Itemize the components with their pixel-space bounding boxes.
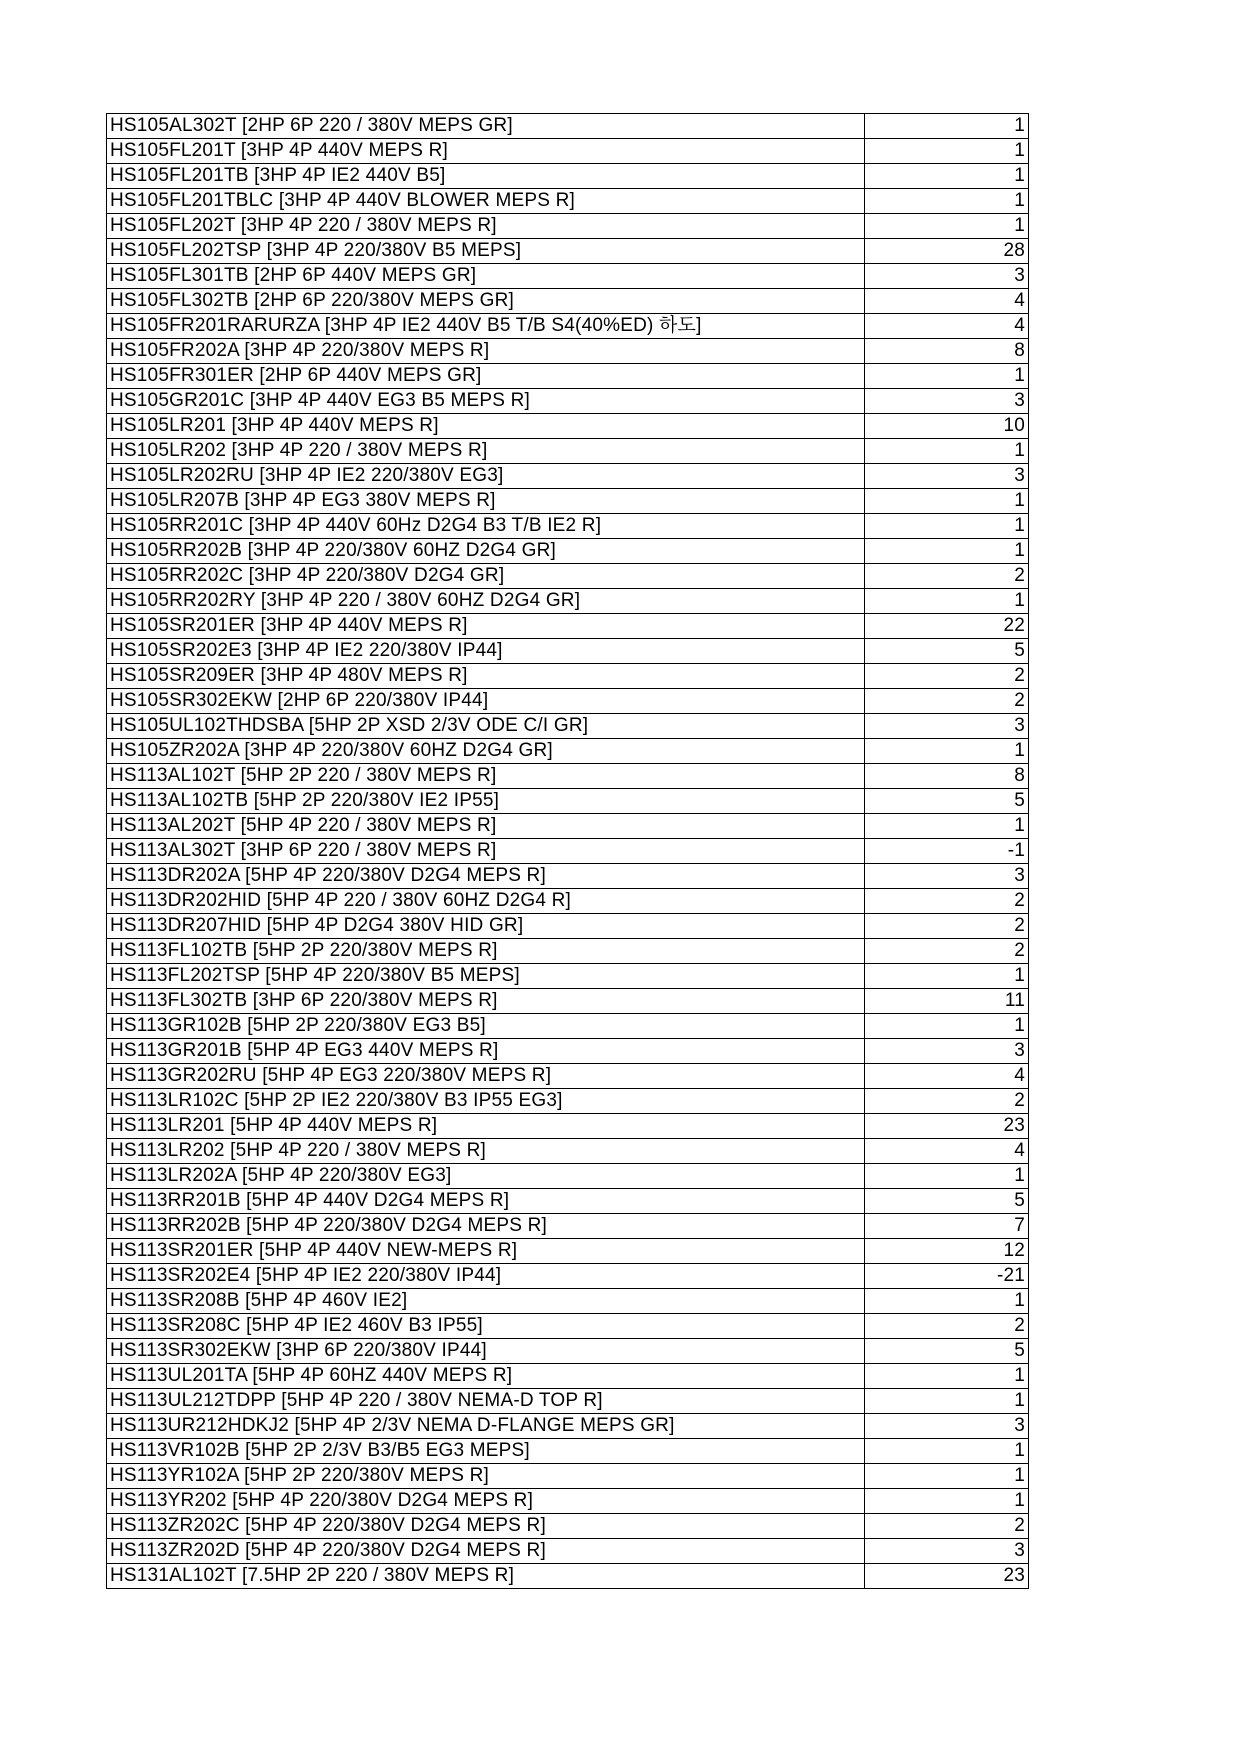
quantity-cell: 1 [865,1489,1029,1514]
table-row [107,1064,1029,1089]
table-row [107,1364,1029,1389]
item-description-cell: HS105RR202C [3HP 4P 220/380V D2G4 GR] [107,564,865,589]
table-row [107,164,1029,189]
quantity-cell: 2 [865,1314,1029,1339]
table-row [107,914,1029,939]
table-row [107,1264,1029,1289]
quantity-cell: 1 [865,1364,1029,1389]
item-description-cell: HS113SR302EKW [3HP 6P 220/380V IP44] [107,1339,865,1364]
item-description-cell: HS113FL102TB [5HP 2P 220/380V MEPS R] [107,939,865,964]
table-row [107,789,1029,814]
quantity-cell: 1 [865,1289,1029,1314]
quantity-cell: 1 [865,1464,1029,1489]
quantity-cell: 1 [865,739,1029,764]
table-row [107,564,1029,589]
quantity-cell: 3 [865,464,1029,489]
item-description-cell: HS105RR202RY [3HP 4P 220 / 380V 60HZ D2G4 GR] [107,589,865,614]
item-description-cell: HS113ZR202D [5HP 4P 220/380V D2G4 MEPS R] [107,1539,865,1564]
item-description-cell: HS113AL102TB [5HP 2P 220/380V IE2 IP55] [107,789,865,814]
table-row [107,739,1029,764]
item-description-cell: HS105SR302EKW [2HP 6P 220/380V IP44] [107,689,865,714]
table-row [107,114,1029,139]
item-description-cell: HS105LR202 [3HP 4P 220 / 380V MEPS R] [107,439,865,464]
table-row [107,814,1029,839]
table-row [107,1439,1029,1464]
item-description-cell: HS105SR202E3 [3HP 4P IE2 220/380V IP44] [107,639,865,664]
item-description-cell: HS105RR201C [3HP 4P 440V 60Hz D2G4 B3 T/B IE2 R] [107,514,865,539]
table-row [107,314,1029,339]
quantity-cell: 1 [865,539,1029,564]
table-row [107,889,1029,914]
item-description-cell: HS113DR202HID [5HP 4P 220 / 380V 60HZ D2G4 R] [107,889,865,914]
item-description-cell: HS113SR208B [5HP 4P 460V IE2] [107,1289,865,1314]
table-row [107,714,1029,739]
item-description-cell: HS105FR301ER [2HP 6P 440V MEPS GR] [107,364,865,389]
item-description-cell: HS105FL302TB [2HP 6P 220/380V MEPS GR] [107,289,865,314]
item-description-cell: HS105FR202A [3HP 4P 220/380V MEPS R] [107,339,865,364]
table-row [107,1039,1029,1064]
quantity-cell: 1 [865,814,1029,839]
table-row [107,939,1029,964]
quantity-cell: 1 [865,139,1029,164]
item-description-cell: HS113AL202T [5HP 4P 220 / 380V MEPS R] [107,814,865,839]
item-description-cell: HS105FL201TB [3HP 4P IE2 440V B5] [107,164,865,189]
item-description-cell: HS105FL301TB [2HP 6P 440V MEPS GR] [107,264,865,289]
item-description-cell: HS105FL202T [3HP 4P 220 / 380V MEPS R] [107,214,865,239]
inventory-table-body [107,114,1029,1589]
table-row [107,1414,1029,1439]
item-description-cell: HS113AL302T [3HP 6P 220 / 380V MEPS R] [107,839,865,864]
table-row [107,1089,1029,1114]
table-row [107,1389,1029,1414]
item-description-cell: HS113SR202E4 [5HP 4P IE2 220/380V IP44] [107,1264,865,1289]
quantity-cell: 4 [865,289,1029,314]
quantity-cell: 2 [865,664,1029,689]
quantity-cell: 1 [865,439,1029,464]
item-description-cell: HS105SR201ER [3HP 4P 440V MEPS R] [107,614,865,639]
item-description-cell: HS105LR207B [3HP 4P EG3 380V MEPS R] [107,489,865,514]
quantity-cell: 3 [865,1414,1029,1439]
quantity-cell: 8 [865,339,1029,364]
item-description-cell: HS113LR202 [5HP 4P 220 / 380V MEPS R] [107,1139,865,1164]
table-row [107,614,1029,639]
table-row [107,864,1029,889]
table-row [107,1314,1029,1339]
item-description-cell: HS105LR202RU [3HP 4P IE2 220/380V EG3] [107,464,865,489]
item-description-cell: HS131AL102T [7.5HP 2P 220 / 380V MEPS R] [107,1564,865,1589]
table-row [107,339,1029,364]
table-row [107,1564,1029,1589]
quantity-cell: 3 [865,864,1029,889]
table-row [107,1114,1029,1139]
quantity-cell: 2 [865,939,1029,964]
quantity-cell: 7 [865,1214,1029,1239]
item-description-cell: HS105FL202TSP [3HP 4P 220/380V B5 MEPS] [107,239,865,264]
table-row [107,964,1029,989]
quantity-cell: 1 [865,964,1029,989]
quantity-cell: 5 [865,789,1029,814]
table-row [107,839,1029,864]
quantity-cell: 3 [865,264,1029,289]
table-row [107,664,1029,689]
item-description-cell: HS113DR202A [5HP 4P 220/380V D2G4 MEPS R] [107,864,865,889]
quantity-cell: 3 [865,714,1029,739]
quantity-cell: 2 [865,914,1029,939]
table-row [107,1514,1029,1539]
item-description-cell: HS113VR102B [5HP 2P 2/3V B3/B5 EG3 MEPS] [107,1439,865,1464]
table-row [107,189,1029,214]
quantity-cell: 1 [865,589,1029,614]
table-row [107,1464,1029,1489]
quantity-cell: 2 [865,564,1029,589]
quantity-cell: 22 [865,614,1029,639]
quantity-cell: 1 [865,514,1029,539]
item-description-cell: HS105FL201TBLC [3HP 4P 440V BLOWER MEPS R] [107,189,865,214]
quantity-cell: 1 [865,1164,1029,1189]
quantity-cell: 5 [865,1189,1029,1214]
quantity-cell: 2 [865,1514,1029,1539]
quantity-cell: -1 [865,839,1029,864]
item-description-cell: HS113FL202TSP [5HP 4P 220/380V B5 MEPS] [107,964,865,989]
item-description-cell: HS113UL212TDPP [5HP 4P 220 / 380V NEMA-D TOP R] [107,1389,865,1414]
table-row [107,214,1029,239]
item-description-cell: HS105GR201C [3HP 4P 440V EG3 B5 MEPS R] [107,389,865,414]
quantity-cell: 23 [865,1114,1029,1139]
item-description-cell: HS105AL302T [2HP 6P 220 / 380V MEPS GR] [107,114,865,139]
item-description-cell: HS113SR208C [5HP 4P IE2 460V B3 IP55] [107,1314,865,1339]
table-row [107,239,1029,264]
table-row [107,489,1029,514]
table-row [107,1289,1029,1314]
table-row [107,1489,1029,1514]
item-description-cell: HS113LR202A [5HP 4P 220/380V EG3] [107,1164,865,1189]
item-description-cell: HS113LR201 [5HP 4P 440V MEPS R] [107,1114,865,1139]
item-description-cell: HS105FR201RARURZA [3HP 4P IE2 440V B5 T/B S4(40%ED) 하도] [107,314,865,339]
quantity-cell: 23 [865,1564,1029,1589]
quantity-cell: -21 [865,1264,1029,1289]
quantity-cell: 3 [865,389,1029,414]
quantity-cell: 2 [865,689,1029,714]
item-description-cell: HS113GR201B [5HP 4P EG3 440V MEPS R] [107,1039,865,1064]
table-row [107,414,1029,439]
quantity-cell: 5 [865,1339,1029,1364]
table-row [107,264,1029,289]
item-description-cell: HS113GR102B [5HP 2P 220/380V EG3 B5] [107,1014,865,1039]
quantity-cell: 3 [865,1539,1029,1564]
item-description-cell: HS113GR202RU [5HP 4P EG3 220/380V MEPS R] [107,1064,865,1089]
table-row [107,514,1029,539]
quantity-cell: 3 [865,1039,1029,1064]
item-description-cell: HS113SR201ER [5HP 4P 440V NEW-MEPS R] [107,1239,865,1264]
table-row [107,1214,1029,1239]
table-row [107,764,1029,789]
table-row [107,1539,1029,1564]
quantity-cell: 28 [865,239,1029,264]
table-row [107,289,1029,314]
quantity-cell: 1 [865,364,1029,389]
quantity-cell: 10 [865,414,1029,439]
item-description-cell: HS113UL201TA [5HP 4P 60HZ 440V MEPS R] [107,1364,865,1389]
quantity-cell: 1 [865,1439,1029,1464]
quantity-cell: 1 [865,1389,1029,1414]
quantity-cell: 1 [865,489,1029,514]
table-row [107,1014,1029,1039]
table-row [107,1139,1029,1164]
table-row [107,989,1029,1014]
quantity-cell: 8 [865,764,1029,789]
table-row [107,539,1029,564]
table-row [107,139,1029,164]
quantity-cell: 1 [865,164,1029,189]
item-description-cell: HS113RR201B [5HP 4P 440V D2G4 MEPS R] [107,1189,865,1214]
item-description-cell: HS113YR202 [5HP 4P 220/380V D2G4 MEPS R] [107,1489,865,1514]
quantity-cell: 5 [865,639,1029,664]
quantity-cell: 1 [865,214,1029,239]
table-row [107,1239,1029,1264]
table-row [107,364,1029,389]
item-description-cell: HS113RR202B [5HP 4P 220/380V D2G4 MEPS R] [107,1214,865,1239]
item-description-cell: HS105SR209ER [3HP 4P 480V MEPS R] [107,664,865,689]
item-description-cell: HS113LR102C [5HP 2P IE2 220/380V B3 IP55 EG3] [107,1089,865,1114]
quantity-cell: 4 [865,1064,1029,1089]
table-row [107,439,1029,464]
inventory-table [106,113,1029,1589]
item-description-cell: HS113YR102A [5HP 2P 220/380V MEPS R] [107,1464,865,1489]
quantity-cell: 1 [865,114,1029,139]
table-row [107,689,1029,714]
table-row [107,1339,1029,1364]
quantity-cell: 4 [865,314,1029,339]
table-row [107,1189,1029,1214]
quantity-cell: 4 [865,1139,1029,1164]
quantity-cell: 1 [865,1014,1029,1039]
item-description-cell: HS105LR201 [3HP 4P 440V MEPS R] [107,414,865,439]
quantity-cell: 12 [865,1239,1029,1264]
quantity-cell: 2 [865,1089,1029,1114]
quantity-cell: 2 [865,889,1029,914]
item-description-cell: HS113DR207HID [5HP 4P D2G4 380V HID GR] [107,914,865,939]
item-description-cell: HS105FL201T [3HP 4P 440V MEPS R] [107,139,865,164]
item-description-cell: HS105ZR202A [3HP 4P 220/380V 60HZ D2G4 GR] [107,739,865,764]
item-description-cell: HS113FL302TB [3HP 6P 220/380V MEPS R] [107,989,865,1014]
item-description-cell: HS113ZR202C [5HP 4P 220/380V D2G4 MEPS R] [107,1514,865,1539]
quantity-cell: 1 [865,189,1029,214]
table-row [107,589,1029,614]
table-row [107,1164,1029,1189]
item-description-cell: HS113AL102T [5HP 2P 220 / 380V MEPS R] [107,764,865,789]
table-row [107,639,1029,664]
item-description-cell: HS105UL102THDSBA [5HP 2P XSD 2/3V ODE C/I GR] [107,714,865,739]
table-row [107,389,1029,414]
quantity-cell: 11 [865,989,1029,1014]
table-row [107,464,1029,489]
item-description-cell: HS113UR212HDKJ2 [5HP 4P 2/3V NEMA D-FLANGE MEPS GR] [107,1414,865,1439]
item-description-cell: HS105RR202B [3HP 4P 220/380V 60HZ D2G4 GR] [107,539,865,564]
